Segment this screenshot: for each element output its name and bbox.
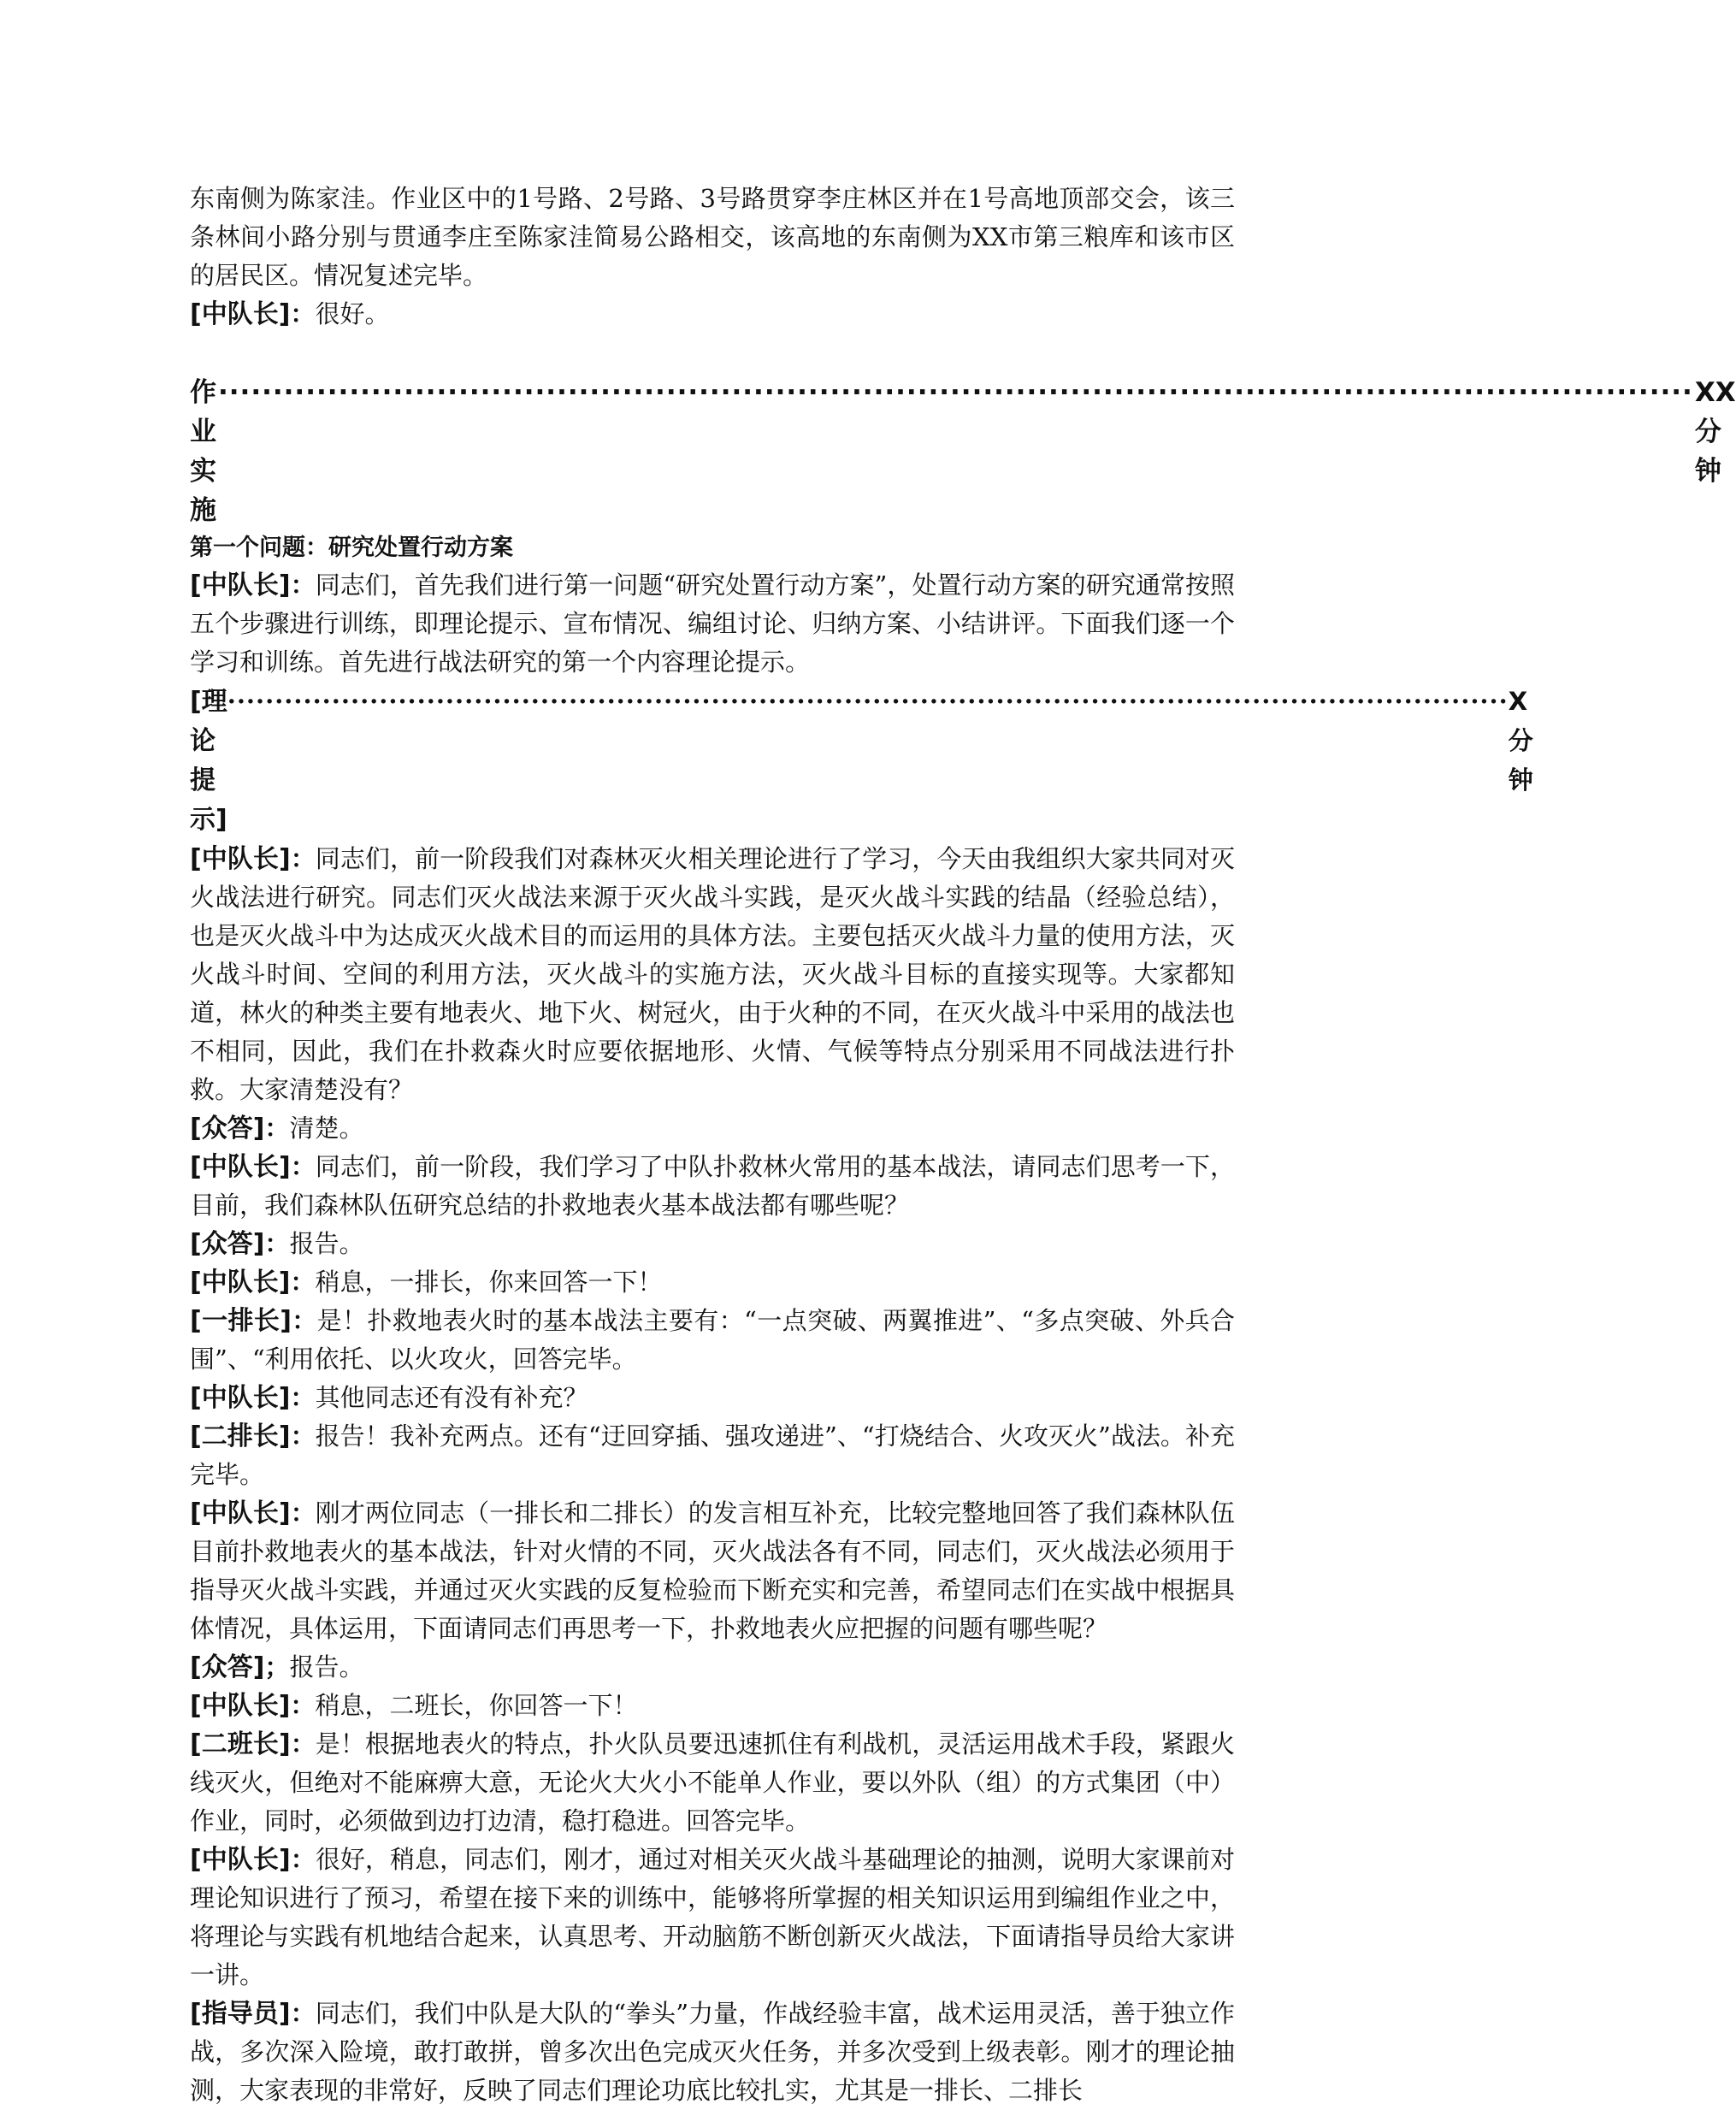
- speaker-label: [中队长]: [190, 844, 291, 874]
- section-time: XX分钟: [1694, 377, 1736, 487]
- dialogue-text: 稍息，一排长，你来回答一下！: [315, 1268, 663, 1297]
- dialogue-text: 是！扑救地表火时的基本战法主要有：“一点突破、两翼推进”、“多点突破、外兵合围”、“利用依托、以火攻火，回答完毕。: [190, 1306, 1235, 1374]
- speaker-label: [二班长]: [190, 1729, 291, 1759]
- step-time: X分钟: [1508, 687, 1533, 795]
- dialogue-line: [众答]：报告。: [190, 1229, 364, 1259]
- step-heading: [190, 682, 1533, 840]
- dialogue-line: [指导员]：同志们，我们中队是大队的“拳头”力量，作战经验丰富，战术运用灵活，善于独立作战，多次深入险境，敢打敢拼，曾多次出色完成灭火任务，并多次受到上级表彰。刚才的理论抽测，大家表现的非常好，反映了同志们理论功底比较扎实，尤其是一排长、二排长: [190, 1999, 1235, 2105]
- speaker-label: [中队长]: [190, 1268, 291, 1297]
- speaker-label: [二排长]: [190, 1421, 291, 1451]
- speaker-label: [中队长]: [190, 570, 291, 600]
- dialogue-text: 很好，稍息，同志们，刚才，通过对相关灭火战斗基础理论的抽测，说明大家课前对理论知识进行了预习，希望在接下来的训练中，能够将所掌握的相关知识运用到编组作业之中，将理论与实践有机地结合起来，认真思考、开动脑筋不断创新灭火战法，下面请指导员给大家讲一讲。: [190, 1845, 1235, 1989]
- dialogue-line: [中队长]：很好，稍息，同志们，刚才，通过对相关灭火战斗基础理论的抽测，说明大家课前对理论知识进行了预习，希望在接下来的训练中，能够将所掌握的相关知识运用到编组作业之中，将理论与实践有机地结合起来，认真思考、开动脑筋不断创新灭火战法，下面请指导员给大家讲一讲。: [190, 1845, 1235, 1989]
- dialogue-text: 同志们，首先我们进行第一问题“研究处置行动方案”，处置行动方案的研究通常按照五个步骤进行训练，即理论提示、宣布情况、编组讨论、归纳方案、小结讲评。下面我们逐一个学习和训练。首先进行战法研究的第一个内容理论提示。: [190, 570, 1235, 677]
- speaker-label: [指导员]: [190, 1999, 291, 2029]
- intro-paragraph: [190, 180, 1235, 295]
- dialogue-line: [一排长]：是！扑救地表火时的基本战法主要有：“一点突破、两翼推进”、“多点突破、外兵合围”、“利用依托、以火攻火，回答完毕。: [190, 1306, 1235, 1374]
- speaker-label: [众答]: [190, 1652, 265, 1682]
- speaker-label: [众答]: [190, 1114, 265, 1144]
- dialogue-text: 同志们，前一阶段，我们学习了中队扑救林火常用的基本战法，请同志们思考一下，目前，我们森林队伍研究总结的扑救地表火基本战法都有哪些呢？: [190, 1152, 1235, 1220]
- step-leader-dots: ·······································································································································: [227, 687, 1509, 716]
- dialogue-text: 刚才两位同志（一排长和二排长）的发言相互补充，比较完整地回答了我们森林队伍目前扑救地表火的基本战法，针对火情的不同，灭火战法各有不同，同志们，灭火战法必须用于指导灭火战斗实践，并通过灭火实践的反复检验而下断充实和完善，希望同志们在实战中根据具体情况，具体运用，下面请同志们再思考一下，扑救地表火应把握的问题有哪些呢？: [190, 1498, 1235, 1643]
- speaker-label: [中队长]: [190, 1152, 291, 1182]
- dialogue-text: 报告。: [289, 1652, 364, 1681]
- speaker-label: [中队长]: [190, 1845, 291, 1875]
- dialogue-line: [众答]：清楚。: [190, 1114, 364, 1144]
- dialogue-text: 同志们，我们中队是大队的“拳头”力量，作战经验丰富，战术运用灵活，善于独立作战，多次深入险境，敢打敢拼，曾多次出色完成灭火任务，并多次受到上级表彰。刚才的理论抽测，大家表现的非常好，反映了同志们理论功底比较扎实，尤其是一排长、二排长: [190, 1999, 1235, 2105]
- speaker-label: [中队长]: [190, 1691, 291, 1721]
- section-leader-dots: ·······································································································································: [218, 377, 1693, 408]
- dialogue-text: 是！根据地表火的特点，扑火队员要迅速抓住有利战机，灵活运用战术手段，紧跟火线灭火，但绝对不能麻痹大意，无论火大火小不能单人作业，要以外队（组）的方式集团（中）作业，同时，必须做到边打边清，稳打稳进。回答完毕。: [190, 1729, 1235, 1835]
- speaker-label: [众答]: [190, 1229, 265, 1259]
- dialogue-line: [中队长]：稍息，二班长，你回答一下！: [190, 1691, 638, 1721]
- dialogue-text: 其他同志还有没有补充？: [315, 1383, 588, 1412]
- dialogue-line: [中队长]：同志们，前一阶段，我们学习了中队扑救林火常用的基本战法，请同志们思考一下，目前，我们森林队伍研究总结的扑救地表火基本战法都有哪些呢？: [190, 1152, 1235, 1220]
- intro-reply: [中队长]：很好。: [190, 299, 390, 329]
- dialogue-line: [中队长]：其他同志还有没有补充？: [190, 1383, 588, 1413]
- dialogue-line: [中队长]：刚才两位同志（一排长和二排长）的发言相互补充，比较完整地回答了我们森林队伍目前扑救地表火的基本战法，针对火情的不同，灭火战法各有不同，同志们，灭火战法必须用于指导灭火战斗实践，并通过灭火实践的反复检验而下断充实和完善，希望同志们在实战中根据具体情况，具体运用，下面请同志们再思考一下，扑救地表火应把握的问题有哪些呢？: [190, 1498, 1235, 1643]
- dialogue-line: [众答]；报告。: [190, 1652, 364, 1682]
- dialogue-line: [中队长]：稍息，一排长，你来回答一下！: [190, 1268, 663, 1297]
- section-title: 作业实施: [190, 377, 216, 526]
- document-page: [190, 180, 1736, 2110]
- speaker-label: [一排长]: [190, 1306, 292, 1336]
- dialogue-line: [二班长]：是！根据地表火的特点，扑火队员要迅速抓住有利战机，灵活运用战术手段，紧跟火线灭火，但绝对不能麻痹大意，无论火大火小不能单人作业，要以外队（组）的方式集团（中）作业，同时，必须做到边打边清，稳打稳进。回答完毕。: [190, 1729, 1235, 1835]
- step-label: [理论提示]: [190, 687, 227, 835]
- dialogue-text: 清楚。: [289, 1114, 364, 1143]
- dialogue-text: 同志们，前一阶段我们对森林灭火相关理论进行了学习，今天由我组织大家共同对灭火战法进行研究。同志们灭火战法来源于灭火战斗实践，是灭火战斗实践的结晶（经验总结），也是灭火战斗中为达成灭火战术目的而运用的具体方法。主要包括灭火战斗力量的使用方法，灭火战斗时间、空间的利用方法，灭火战斗的实施方法，灭火战斗目标的直接实现等。大家都知道，林火的种类主要有地表火、地下火、树冠火，由于火种的不同，在灭火战斗中采用的战法也不相同，因此，我们在扑救森火时应要依据地形、火情、气候等特点分别采用不同战法进行扑救。大家清楚没有？: [190, 844, 1235, 1104]
- reply-text: 很好。: [315, 299, 390, 328]
- dialogue-line: [二排长]：报告！我补充两点。还有“迂回穿插、强攻递进”、“打烧结合、火攻灭火”战法。补充完毕。: [190, 1421, 1235, 1489]
- dialogue-text: 报告！我补充两点。还有“迂回穿插、强攻递进”、“打烧结合、火攻灭火”战法。补充完毕。: [190, 1421, 1235, 1489]
- dialogue-text: 报告。: [289, 1229, 364, 1258]
- section-heading: [190, 373, 1736, 530]
- dialogue-line: [中队长]：同志们，前一阶段我们对森林灭火相关理论进行了学习，今天由我组织大家共同对灭火战法进行研究。同志们灭火战法来源于灭火战斗实践，是灭火战斗实践的结晶（经验总结），也是灭火战斗中为达成灭火战术目的而运用的具体方法。主要包括灭火战斗力量的使用方法，灭火战斗时间、空间的利用方法，灭火战斗的实施方法，灭火战斗目标的直接实现等。大家都知道，林火的种类主要有地表火、地下火、树冠火，由于火种的不同，在灭火战斗中采用的战法也不相同，因此，我们在扑救森火时应要依据地形、火情、气候等特点分别采用不同战法进行扑救。大家清楚没有？: [190, 844, 1235, 1104]
- speaker-label: [中队长]: [190, 1383, 291, 1413]
- intro-text: 东南侧为陈家洼。作业区中的1号路、2号路、3号路贯穿李庄林区并在1号高地顶部交会，该三条林间小路分别与贯通李庄至陈家洼简易公路相交，该高地的东南侧为XX市第三粮库和该市区的居民区。情况复述完毕。: [190, 184, 1235, 290]
- dialogue-text: 稍息，二班长，你回答一下！: [315, 1691, 638, 1720]
- speaker-label: [中队长]: [190, 1498, 291, 1528]
- subsection-heading: 第一个问题：研究处置行动方案: [190, 535, 513, 561]
- dialogue-line: [中队长]：同志们，首先我们进行第一问题“研究处置行动方案”，处置行动方案的研究通常按照五个步骤进行训练，即理论提示、宣布情况、编组讨论、归纳方案、小结讲评。下面我们逐一个学习和训练。首先进行战法研究的第一个内容理论提示。: [190, 570, 1235, 677]
- speaker-label: [中队长]: [190, 299, 291, 329]
